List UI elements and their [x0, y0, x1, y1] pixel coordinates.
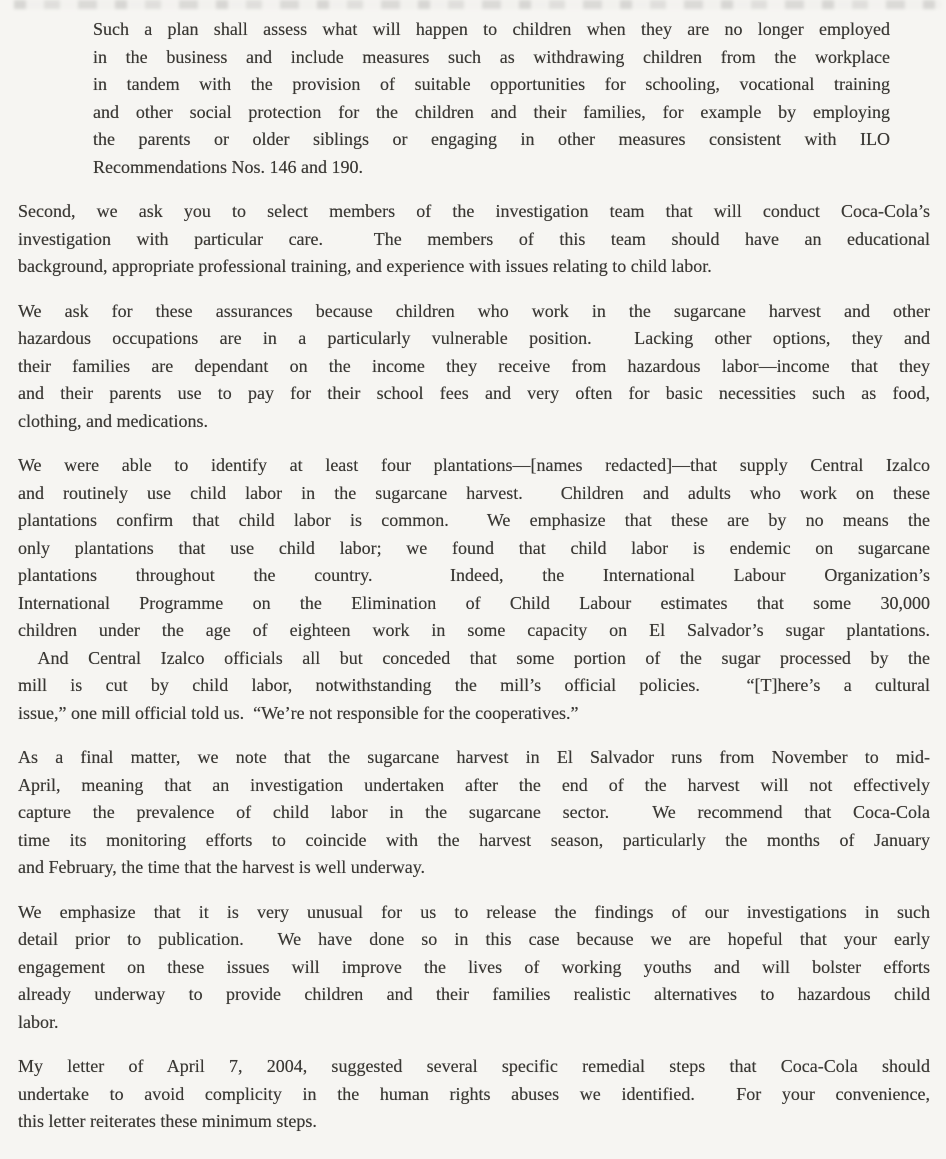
- text-line: We emphasize that it is very unusual for us to release the findings of our investigations in such: [18, 901, 930, 922]
- text-line: and their parents use to pay for their school fees and very often for basic necessities such as food,: [18, 383, 930, 403]
- text-line: this letter reiterates these minimum steps.: [18, 1111, 317, 1131]
- text-line: clothing, and medications.: [18, 410, 208, 431]
- text-line: labor.: [18, 1011, 59, 1032]
- text-line: mill is cut by child labor, notwithstanding the mill’s official policies. “[T]here’s a cultural: [18, 675, 930, 695]
- text-line: undertake to avoid complicity in the human rights abuses we identified. For your convenience,: [18, 1083, 930, 1104]
- paragraph: [18, 1053, 930, 1136]
- text-line: time its monitoring efforts to coincide with the harvest season, particularly the months of January: [18, 829, 930, 850]
- text-line: engagement on these issues will improve the lives of working youths and will bolster efforts: [18, 956, 930, 977]
- paragraph: [18, 899, 930, 1037]
- text-line: and other social protection for the children and their families, for example by employing: [93, 101, 890, 122]
- paragraph: [18, 198, 930, 281]
- text-line: and routinely use child labor in the sugarcane harvest. Children and adults who work on these: [18, 482, 930, 503]
- paragraph: [18, 452, 930, 727]
- text-line: My letter of April 7, 2004, suggested several specific remedial steps that Coca-Cola should: [18, 1056, 930, 1076]
- text-line: in tandem with the provision of suitable opportunities for schooling, vocational training: [93, 74, 890, 94]
- text-line: and February, the time that the harvest is well underway.: [18, 857, 426, 877]
- text-line: issue,” one mill official told us. “We’re not responsible for the cooperatives.”: [18, 702, 579, 723]
- text-line: As a final matter, we note that the sugarcane harvest in El Salvador runs from November to mid-: [18, 747, 930, 767]
- text-line: already underway to provide children and their families realistic alternatives to hazardous child: [18, 984, 930, 1004]
- text-line: plantations throughout the country. Indeed, the International Labour Organization’s: [18, 565, 930, 585]
- text-line: children under the age of eighteen work in some capacity on El Salvador’s sugar plantations.: [18, 620, 930, 640]
- text-line: We were able to identify at least four plantations—[names redacted]—that supply Central Izalco: [18, 455, 930, 475]
- text-line: detail prior to publication. We have done so in this case because we are hopeful that your early: [18, 929, 930, 949]
- text-line: capture the prevalence of child labor in the sugarcane sector. We recommend that Coca-Cola: [18, 802, 930, 822]
- letter-body: [18, 16, 930, 1136]
- text-line: Such a plan shall assess what will happen to children when they are no longer employed: [93, 19, 890, 39]
- text-line: in the business and include measures such as withdrawing children from the workplace: [93, 46, 890, 67]
- block-quote: [93, 16, 890, 181]
- text-line: Recommendations Nos. 146 and 190.: [93, 156, 363, 177]
- text-line: hazardous occupations are in a particularly vulnerable position. Lacking other options, they and: [18, 328, 930, 348]
- text-line: the parents or older siblings or engaging in other measures consistent with ILO: [93, 129, 890, 149]
- text-line: investigation with particular care. The members of this team should have an educational: [18, 228, 930, 249]
- paragraph: [18, 298, 930, 436]
- text-line: April, meaning that an investigation undertaken after the end of the harvest will not effectively: [18, 774, 930, 795]
- text-line: their families are dependant on the income they receive from hazardous labor—income that they: [18, 355, 930, 376]
- paragraph: [18, 744, 930, 882]
- text-line: plantations confirm that child labor is common. We emphasize that these are by no means the: [18, 510, 930, 530]
- scan-artifact-top-smudge: [14, 0, 942, 9]
- text-line: only plantations that use child labor; we found that child labor is endemic on sugarcane: [18, 537, 930, 558]
- text-line: We ask for these assurances because children who work in the sugarcane harvest and other: [18, 300, 930, 321]
- text-line: International Programme on the Elimination of Child Labour estimates that some 30,000: [18, 592, 930, 613]
- text-line: background, appropriate professional training, and experience with issues relating to child labor.: [18, 256, 712, 276]
- text-line: Second, we ask you to select members of the investigation team that will conduct Coca-Cola’s: [18, 201, 930, 221]
- text-line: And Central Izalco officials all but conceded that some portion of the sugar processed by the: [18, 647, 930, 668]
